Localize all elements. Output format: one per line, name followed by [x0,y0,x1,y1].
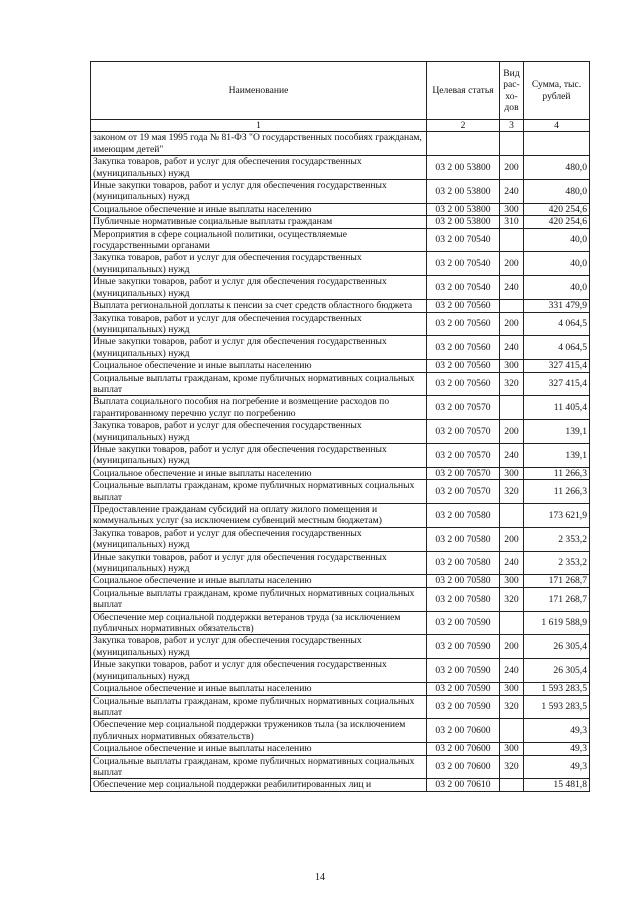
table-row [91,203,590,215]
cell-name: Публичные нормативные социальные выплаты гражданам [91,216,427,228]
cell-vid: 200 [500,252,524,276]
cell-name: Социальное обеспечение и иные выплаты населению [91,743,427,755]
cell-name: Иные закупки товаров, работ и услуг для обеспечения государственных (муниципальных) нужд [91,551,427,575]
table-row [91,719,590,743]
cell-name: Социальное обеспечение и иные выплаты населению [91,360,427,372]
cell-name: Иные закупки товаров, работ и услуг для обеспечения государственных (муниципальных) нужд [91,336,427,360]
cell-sum: 420 254,6 [524,216,590,228]
cell-name: Закупка товаров, работ и услуг для обеспечения государственных (муниципальных) нужд [91,420,427,444]
cell-sum: 480,0 [524,156,590,180]
cell-sum: 327 415,4 [524,360,590,372]
cell-article: 03 2 00 70590 [427,659,500,683]
cell-sum: 4 064,5 [524,312,590,336]
cell-vid: 320 [500,480,524,504]
cell-article: 03 2 00 70600 [427,755,500,779]
cell-vid: 200 [500,156,524,180]
cell-vid [500,779,524,791]
cell-sum: 26 305,4 [524,635,590,659]
header-vid: Вид рас-хо-дов [500,62,524,120]
cell-name: Обеспечение мер социальной поддержки тружеников тыла (за исключением публичных нормативных обязательств) [91,719,427,743]
table-row [91,180,590,204]
header-sum: Сумма, тыс. рублей [524,62,590,120]
cell-sum: 1 593 283,5 [524,683,590,695]
cell-name: законом от 19 мая 1995 года № 81-ФЗ "О государственных пособиях гражданам, имеющим детей" [91,132,427,156]
cell-sum: 40,0 [524,276,590,300]
cell-name: Закупка товаров, работ и услуг для обеспечения государственных (муниципальных) нужд [91,312,427,336]
header-article: Целевая статья [427,62,500,120]
cell-name: Обеспечение мер социальной поддержки ветеранов труда (за исключением публичных нормативных обязательств) [91,611,427,635]
table-row [91,480,590,504]
cell-sum: 11 405,4 [524,396,590,420]
cell-name: Мероприятия в сфере социальной политики, осуществляемые государственными органами [91,228,427,252]
cell-article: 03 2 00 70540 [427,252,500,276]
table-row [91,467,590,479]
cell-vid: 240 [500,276,524,300]
cell-article: 03 2 00 70560 [427,336,500,360]
cell-sum: 480,0 [524,180,590,204]
cell-sum: 2 353,2 [524,551,590,575]
table-row [91,300,590,312]
cell-sum: 2 353,2 [524,527,590,551]
cell-article: 03 2 00 53800 [427,216,500,228]
cell-name: Иные закупки товаров, работ и услуг для обеспечения государственных (муниципальных) нужд [91,659,427,683]
table-row [91,659,590,683]
table-row [91,228,590,252]
table-row [91,443,590,467]
cell-name: Социальные выплаты гражданам, кроме публичных нормативных социальных выплат [91,480,427,504]
cell-article: 03 2 00 53800 [427,156,500,180]
cell-article [427,132,500,156]
table-row [91,635,590,659]
cell-vid [500,132,524,156]
cell-vid [500,396,524,420]
table-row [91,755,590,779]
cell-sum: 11 266,3 [524,480,590,504]
column-number-4: 4 [524,120,590,132]
cell-vid: 300 [500,683,524,695]
table-row [91,156,590,180]
table-header-row [91,62,590,120]
cell-sum [524,132,590,156]
cell-name: Социальные выплаты гражданам, кроме публичных нормативных социальных выплат [91,372,427,396]
cell-vid: 240 [500,180,524,204]
table-row [91,132,590,156]
cell-article: 03 2 00 70590 [427,611,500,635]
table-row [91,683,590,695]
cell-name: Социальное обеспечение и иные выплаты населению [91,203,427,215]
table-row [91,312,590,336]
cell-article: 03 2 00 70570 [427,396,500,420]
cell-sum: 139,1 [524,443,590,467]
cell-vid: 300 [500,203,524,215]
cell-vid: 240 [500,336,524,360]
table-row [91,587,590,611]
cell-article: 03 2 00 70570 [427,467,500,479]
cell-sum: 40,0 [524,252,590,276]
cell-sum: 173 621,9 [524,504,590,528]
cell-sum: 49,3 [524,755,590,779]
cell-vid: 200 [500,312,524,336]
cell-name: Закупка товаров, работ и услуг для обеспечения государственных (муниципальных) нужд [91,156,427,180]
cell-vid [500,719,524,743]
table-row [91,372,590,396]
table-row [91,611,590,635]
column-number-row [91,120,590,132]
cell-sum: 49,3 [524,743,590,755]
cell-article: 03 2 00 70590 [427,683,500,695]
cell-vid: 200 [500,635,524,659]
column-number-1: 1 [91,120,427,132]
cell-article: 03 2 00 70540 [427,228,500,252]
cell-sum: 49,3 [524,719,590,743]
cell-article: 03 2 00 53800 [427,203,500,215]
cell-article: 03 2 00 70540 [427,276,500,300]
cell-name: Социальное обеспечение и иные выплаты населению [91,467,427,479]
cell-article: 03 2 00 70560 [427,372,500,396]
table-row [91,695,590,719]
cell-article: 03 2 00 70600 [427,719,500,743]
column-number-3: 3 [500,120,524,132]
table-body [91,132,590,791]
cell-vid: 300 [500,467,524,479]
cell-article: 03 2 00 53800 [427,180,500,204]
cell-vid: 320 [500,372,524,396]
cell-vid: 240 [500,443,524,467]
cell-article: 03 2 00 70610 [427,779,500,791]
table-row [91,527,590,551]
cell-name: Социальные выплаты гражданам, кроме публичных нормативных социальных выплат [91,755,427,779]
cell-name: Иные закупки товаров, работ и услуг для обеспечения государственных (муниципальных) нужд [91,443,427,467]
cell-vid: 310 [500,216,524,228]
cell-article: 03 2 00 70580 [427,551,500,575]
cell-sum: 11 266,3 [524,467,590,479]
cell-sum: 327 415,4 [524,372,590,396]
cell-vid: 320 [500,755,524,779]
cell-name: Социальные выплаты гражданам, кроме публичных нормативных социальных выплат [91,695,427,719]
cell-sum: 139,1 [524,420,590,444]
cell-article: 03 2 00 70570 [427,420,500,444]
cell-sum: 420 254,6 [524,203,590,215]
table-row [91,216,590,228]
cell-vid: 300 [500,360,524,372]
cell-article: 03 2 00 70560 [427,360,500,372]
cell-name: Иные закупки товаров, работ и услуг для обеспечения государственных (муниципальных) нужд [91,180,427,204]
cell-vid: 240 [500,551,524,575]
cell-vid [500,504,524,528]
cell-name: Выплата региональной доплаты к пенсии за счет средств областного бюджета [91,300,427,312]
cell-sum: 15 481,8 [524,779,590,791]
table-row [91,551,590,575]
header-name: Наименование [91,62,427,120]
cell-vid: 300 [500,743,524,755]
column-number-2: 2 [427,120,500,132]
cell-vid: 320 [500,587,524,611]
cell-name: Социальные выплаты гражданам, кроме публичных нормативных социальных выплат [91,587,427,611]
cell-vid [500,228,524,252]
cell-name: Обеспечение мер социальной поддержки реабилитированных лиц и [91,779,427,791]
cell-article: 03 2 00 70570 [427,480,500,504]
cell-name: Выплата социального пособия на погребение и возмещение расходов по гарантированному перечню услуг по погребению [91,396,427,420]
table-row [91,276,590,300]
cell-name: Закупка товаров, работ и услуг для обеспечения государственных (муниципальных) нужд [91,635,427,659]
cell-vid: 240 [500,659,524,683]
cell-sum: 171 268,7 [524,575,590,587]
cell-article: 03 2 00 70580 [427,575,500,587]
cell-vid: 200 [500,527,524,551]
cell-article: 03 2 00 70590 [427,635,500,659]
table-row [91,575,590,587]
cell-vid: 200 [500,420,524,444]
cell-article: 03 2 00 70580 [427,527,500,551]
cell-name: Социальное обеспечение и иные выплаты населению [91,683,427,695]
page-number: 14 [315,872,325,883]
table-row [91,743,590,755]
table-row [91,420,590,444]
cell-article: 03 2 00 70570 [427,443,500,467]
cell-article: 03 2 00 70560 [427,312,500,336]
cell-sum: 26 305,4 [524,659,590,683]
cell-name: Иные закупки товаров, работ и услуг для обеспечения государственных (муниципальных) нужд [91,276,427,300]
cell-vid [500,300,524,312]
cell-article: 03 2 00 70600 [427,743,500,755]
cell-name: Социальное обеспечение и иные выплаты населению [91,575,427,587]
cell-sum: 171 268,7 [524,587,590,611]
cell-name: Закупка товаров, работ и услуг для обеспечения государственных (муниципальных) нужд [91,527,427,551]
cell-sum: 1 593 283,5 [524,695,590,719]
cell-sum: 40,0 [524,228,590,252]
table-row [91,779,590,791]
table-row [91,336,590,360]
cell-vid [500,611,524,635]
table-row [91,360,590,372]
table-row [91,504,590,528]
cell-sum: 1 619 588,9 [524,611,590,635]
cell-name: Закупка товаров, работ и услуг для обеспечения государственных (муниципальных) нужд [91,252,427,276]
cell-article: 03 2 00 70580 [427,587,500,611]
cell-name: Предоставление гражданам субсидий на оплату жилого помещения и коммунальных услуг (за исключением субвенций местным бюджетам) [91,504,427,528]
cell-vid: 320 [500,695,524,719]
cell-article: 03 2 00 70580 [427,504,500,528]
table-row [91,396,590,420]
cell-article: 03 2 00 70560 [427,300,500,312]
cell-sum: 331 479,9 [524,300,590,312]
budget-table [90,61,590,792]
table-row [91,252,590,276]
cell-vid: 300 [500,575,524,587]
cell-sum: 4 064,5 [524,336,590,360]
cell-article: 03 2 00 70590 [427,695,500,719]
